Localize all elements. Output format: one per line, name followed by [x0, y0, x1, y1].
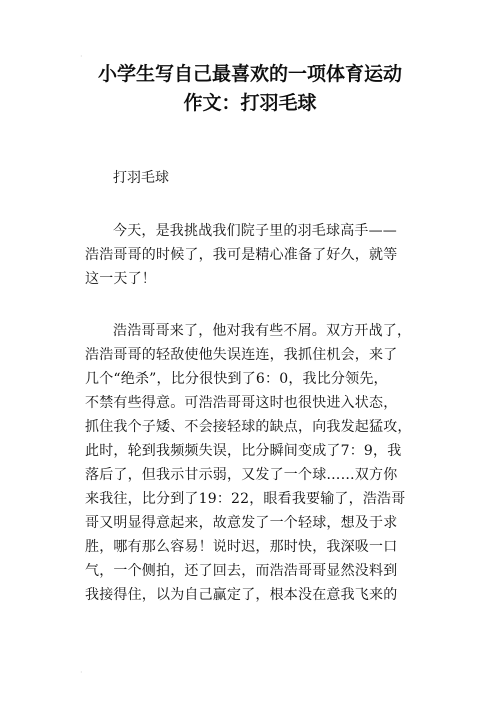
- margin-dot: ·: [80, 52, 83, 61]
- document-title: [40, 60, 460, 118]
- paragraph-line: 浩浩哥哥来了，他对我有些不屑。双方开战了，: [113, 323, 412, 339]
- paragraph-line: 浩浩哥哥的轻敌使他失误连连，我抓住机会，来了: [85, 347, 398, 363]
- paragraph-line: 几个“绝杀”，比分很快到了6：0，我比分领先，: [85, 371, 388, 387]
- margin-dot: ·: [80, 668, 83, 677]
- paragraph-line: 此时，轮到我频频失误，比分瞬间变成了7：9，我: [85, 443, 402, 459]
- paragraph-line: 抓住我个子矮、不会接轻球的缺点，向我发起猛攻，: [85, 419, 412, 435]
- title-line-1: 小学生写自己最喜欢的一项体育运动: [97, 63, 402, 85]
- paragraph-line: 落后了，但我示甘示弱，又发了一个球……双方你: [85, 467, 398, 483]
- essay-subheading: 打羽毛球: [113, 170, 169, 186]
- paragraph-line: 气，一个侧拍，还了回去，而浩浩哥哥显然没料到: [85, 563, 398, 579]
- paragraph-1: [85, 219, 430, 291]
- paragraph-line: 不禁有些得意。可浩浩哥哥这时也很快进入状态，: [85, 395, 398, 411]
- paragraph-line: 这一天了！: [85, 271, 156, 287]
- paragraph-line: 来我往，比分到了19：22，眼看我要输了，浩浩哥: [85, 491, 406, 507]
- paragraph-2: [85, 319, 430, 607]
- title-line-2: 作文：打羽毛球: [183, 92, 317, 114]
- paragraph-line: 哥又明显得意起来，故意发了一个轻球，想及于求: [85, 515, 398, 531]
- paragraph-line: 我接得住，以为自己赢定了，根本没在意我飞来的: [85, 587, 398, 603]
- paragraph-line: 今天，是我挑战我们院子里的羽毛球高手——: [113, 223, 397, 239]
- paragraph-line: 胜，哪有那么容易！说时迟，那时快，我深吸一口: [85, 539, 398, 555]
- paragraph-line: 浩浩哥哥的时候了，我可是精心准备了好久，就等: [85, 247, 398, 263]
